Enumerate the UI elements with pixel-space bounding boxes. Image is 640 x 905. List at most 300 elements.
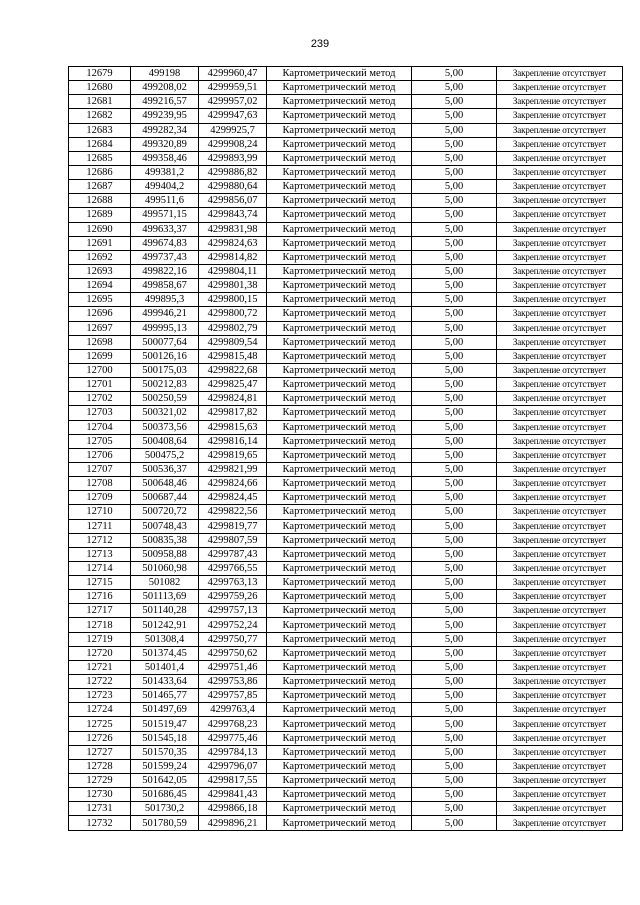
- y-coordinate-cell: 4299896,21: [199, 816, 267, 830]
- y-coordinate-cell: 4299815,48: [199, 349, 267, 363]
- table-row: [69, 618, 623, 632]
- method-cell: Картометрический метод: [267, 646, 412, 660]
- y-coordinate-cell: 4299843,74: [199, 208, 267, 222]
- table-row: [69, 236, 623, 250]
- x-coordinate-cell: 500748,43: [131, 519, 199, 533]
- fixation-cell: Закрепление отсутствует: [497, 604, 623, 618]
- fixation-cell: Закрепление отсутствует: [497, 95, 623, 109]
- point-number-cell: 12705: [69, 434, 131, 448]
- point-number-cell: 12719: [69, 632, 131, 646]
- accuracy-cell: 5,00: [412, 618, 497, 632]
- point-number-cell: 12680: [69, 81, 131, 95]
- accuracy-cell: 5,00: [412, 547, 497, 561]
- fixation-cell: Закрепление отсутствует: [497, 689, 623, 703]
- point-number-cell: 12731: [69, 802, 131, 816]
- table-row: [69, 604, 623, 618]
- fixation-cell: Закрепление отсутствует: [497, 264, 623, 278]
- table-row: [69, 646, 623, 660]
- accuracy-cell: 5,00: [412, 392, 497, 406]
- y-coordinate-cell: 4299824,81: [199, 392, 267, 406]
- point-number-cell: 12681: [69, 95, 131, 109]
- accuracy-cell: 5,00: [412, 660, 497, 674]
- y-coordinate-cell: 4299822,56: [199, 505, 267, 519]
- point-number-cell: 12697: [69, 321, 131, 335]
- table-row: [69, 547, 623, 561]
- table-row: [69, 363, 623, 377]
- accuracy-cell: 5,00: [412, 123, 497, 137]
- table-row: [69, 561, 623, 575]
- fixation-cell: Закрепление отсутствует: [497, 194, 623, 208]
- fixation-cell: Закрепление отсутствует: [497, 618, 623, 632]
- fixation-cell: Закрепление отсутствует: [497, 816, 623, 830]
- x-coordinate-cell: 499198: [131, 67, 199, 81]
- coordinates-table: [68, 66, 623, 831]
- x-coordinate-cell: 501519,47: [131, 717, 199, 731]
- x-coordinate-cell: 500648,46: [131, 477, 199, 491]
- point-number-cell: 12703: [69, 406, 131, 420]
- x-coordinate-cell: 501686,45: [131, 788, 199, 802]
- y-coordinate-cell: 4299752,24: [199, 618, 267, 632]
- accuracy-cell: 5,00: [412, 788, 497, 802]
- y-coordinate-cell: 4299821,99: [199, 462, 267, 476]
- method-cell: Картометрический метод: [267, 250, 412, 264]
- method-cell: Картометрический метод: [267, 222, 412, 236]
- fixation-cell: Закрепление отсутствует: [497, 180, 623, 194]
- fixation-cell: Закрепление отсутствует: [497, 335, 623, 349]
- point-number-cell: 12690: [69, 222, 131, 236]
- x-coordinate-cell: 501113,69: [131, 590, 199, 604]
- point-number-cell: 12698: [69, 335, 131, 349]
- y-coordinate-cell: 4299800,72: [199, 307, 267, 321]
- table-row: [69, 81, 623, 95]
- fixation-cell: Закрепление отсутствует: [497, 109, 623, 123]
- accuracy-cell: 5,00: [412, 561, 497, 575]
- y-coordinate-cell: 4299809,54: [199, 335, 267, 349]
- y-coordinate-cell: 4299807,59: [199, 533, 267, 547]
- point-number-cell: 12716: [69, 590, 131, 604]
- accuracy-cell: 5,00: [412, 491, 497, 505]
- x-coordinate-cell: 500077,64: [131, 335, 199, 349]
- point-number-cell: 12682: [69, 109, 131, 123]
- method-cell: Картометрический метод: [267, 180, 412, 194]
- point-number-cell: 12699: [69, 349, 131, 363]
- x-coordinate-cell: 499571,15: [131, 208, 199, 222]
- point-number-cell: 12723: [69, 689, 131, 703]
- y-coordinate-cell: 4299925,7: [199, 123, 267, 137]
- y-coordinate-cell: 4299804,11: [199, 264, 267, 278]
- fixation-cell: Закрепление отсутствует: [497, 406, 623, 420]
- fixation-cell: Закрепление отсутствует: [497, 165, 623, 179]
- fixation-cell: Закрепление отсутствует: [497, 745, 623, 759]
- x-coordinate-cell: 500475,2: [131, 448, 199, 462]
- point-number-cell: 12686: [69, 165, 131, 179]
- point-number-cell: 12696: [69, 307, 131, 321]
- fixation-cell: Закрепление отсутствует: [497, 759, 623, 773]
- method-cell: Картометрический метод: [267, 703, 412, 717]
- table-row: [69, 293, 623, 307]
- table-row: [69, 576, 623, 590]
- table-row: [69, 335, 623, 349]
- fixation-cell: Закрепление отсутствует: [497, 392, 623, 406]
- method-cell: Картометрический метод: [267, 67, 412, 81]
- accuracy-cell: 5,00: [412, 165, 497, 179]
- table-row: [69, 731, 623, 745]
- y-coordinate-cell: 4299866,18: [199, 802, 267, 816]
- fixation-cell: Закрепление отсутствует: [497, 123, 623, 137]
- y-coordinate-cell: 4299800,15: [199, 293, 267, 307]
- x-coordinate-cell: 501599,24: [131, 759, 199, 773]
- table-row: [69, 321, 623, 335]
- fixation-cell: Закрепление отсутствует: [497, 151, 623, 165]
- point-number-cell: 12710: [69, 505, 131, 519]
- table-row: [69, 703, 623, 717]
- fixation-cell: Закрепление отсутствует: [497, 434, 623, 448]
- fixation-cell: Закрепление отсутствует: [497, 293, 623, 307]
- fixation-cell: Закрепление отсутствует: [497, 547, 623, 561]
- method-cell: Картометрический метод: [267, 788, 412, 802]
- accuracy-cell: 5,00: [412, 434, 497, 448]
- x-coordinate-cell: 499208,02: [131, 81, 199, 95]
- point-number-cell: 12713: [69, 547, 131, 561]
- method-cell: Картометрический метод: [267, 547, 412, 561]
- accuracy-cell: 5,00: [412, 816, 497, 830]
- method-cell: Картометрический метод: [267, 576, 412, 590]
- y-coordinate-cell: 4299959,51: [199, 81, 267, 95]
- accuracy-cell: 5,00: [412, 250, 497, 264]
- point-number-cell: 12730: [69, 788, 131, 802]
- method-cell: Картометрический метод: [267, 519, 412, 533]
- y-coordinate-cell: 4299766,55: [199, 561, 267, 575]
- x-coordinate-cell: 499822,16: [131, 264, 199, 278]
- x-coordinate-cell: 499674,83: [131, 236, 199, 250]
- y-coordinate-cell: 4299841,43: [199, 788, 267, 802]
- point-number-cell: 12702: [69, 392, 131, 406]
- y-coordinate-cell: 4299763,4: [199, 703, 267, 717]
- fixation-cell: Закрепление отсутствует: [497, 222, 623, 236]
- accuracy-cell: 5,00: [412, 448, 497, 462]
- point-number-cell: 12701: [69, 378, 131, 392]
- point-number-cell: 12721: [69, 660, 131, 674]
- fixation-cell: Закрепление отсутствует: [497, 363, 623, 377]
- x-coordinate-cell: 500687,44: [131, 491, 199, 505]
- method-cell: Картометрический метод: [267, 194, 412, 208]
- point-number-cell: 12727: [69, 745, 131, 759]
- method-cell: Картометрический метод: [267, 491, 412, 505]
- accuracy-cell: 5,00: [412, 222, 497, 236]
- accuracy-cell: 5,00: [412, 717, 497, 731]
- y-coordinate-cell: 4299880,64: [199, 180, 267, 194]
- table-row: [69, 491, 623, 505]
- y-coordinate-cell: 4299802,79: [199, 321, 267, 335]
- x-coordinate-cell: 499737,43: [131, 250, 199, 264]
- fixation-cell: Закрепление отсутствует: [497, 703, 623, 717]
- fixation-cell: Закрепление отсутствует: [497, 505, 623, 519]
- x-coordinate-cell: 501308,4: [131, 632, 199, 646]
- point-number-cell: 12717: [69, 604, 131, 618]
- y-coordinate-cell: 4299824,45: [199, 491, 267, 505]
- y-coordinate-cell: 4299815,63: [199, 420, 267, 434]
- y-coordinate-cell: 4299753,86: [199, 675, 267, 689]
- table-row: [69, 519, 623, 533]
- point-number-cell: 12729: [69, 774, 131, 788]
- accuracy-cell: 5,00: [412, 363, 497, 377]
- method-cell: Картометрический метод: [267, 123, 412, 137]
- y-coordinate-cell: 4299817,82: [199, 406, 267, 420]
- point-number-cell: 12700: [69, 363, 131, 377]
- table-row: [69, 165, 623, 179]
- y-coordinate-cell: 4299822,68: [199, 363, 267, 377]
- accuracy-cell: 5,00: [412, 349, 497, 363]
- table-row: [69, 109, 623, 123]
- table-row: [69, 759, 623, 773]
- point-number-cell: 12694: [69, 279, 131, 293]
- table-row: [69, 717, 623, 731]
- method-cell: Картометрический метод: [267, 759, 412, 773]
- x-coordinate-cell: 501497,69: [131, 703, 199, 717]
- fixation-cell: Закрепление отсутствует: [497, 448, 623, 462]
- fixation-cell: Закрепление отсутствует: [497, 378, 623, 392]
- y-coordinate-cell: 4299856,07: [199, 194, 267, 208]
- method-cell: Картометрический метод: [267, 279, 412, 293]
- method-cell: Картометрический метод: [267, 477, 412, 491]
- fixation-cell: Закрепление отсутствует: [497, 731, 623, 745]
- accuracy-cell: 5,00: [412, 378, 497, 392]
- y-coordinate-cell: 4299763,13: [199, 576, 267, 590]
- fixation-cell: Закрепление отсутствует: [497, 788, 623, 802]
- x-coordinate-cell: 501140,28: [131, 604, 199, 618]
- y-coordinate-cell: 4299784,13: [199, 745, 267, 759]
- table-row: [69, 180, 623, 194]
- point-number-cell: 12706: [69, 448, 131, 462]
- method-cell: Картометрический метод: [267, 406, 412, 420]
- fixation-cell: Закрепление отсутствует: [497, 67, 623, 81]
- accuracy-cell: 5,00: [412, 137, 497, 151]
- accuracy-cell: 5,00: [412, 533, 497, 547]
- y-coordinate-cell: 4299750,77: [199, 632, 267, 646]
- x-coordinate-cell: 499358,46: [131, 151, 199, 165]
- x-coordinate-cell: 499381,2: [131, 165, 199, 179]
- x-coordinate-cell: 500720,72: [131, 505, 199, 519]
- accuracy-cell: 5,00: [412, 802, 497, 816]
- fixation-cell: Закрепление отсутствует: [497, 675, 623, 689]
- point-number-cell: 12704: [69, 420, 131, 434]
- x-coordinate-cell: 499282,34: [131, 123, 199, 137]
- x-coordinate-cell: 500212,83: [131, 378, 199, 392]
- x-coordinate-cell: 501465,77: [131, 689, 199, 703]
- method-cell: Картометрический метод: [267, 151, 412, 165]
- fixation-cell: Закрепление отсутствует: [497, 533, 623, 547]
- table-row: [69, 279, 623, 293]
- y-coordinate-cell: 4299825,47: [199, 378, 267, 392]
- method-cell: Картометрический метод: [267, 363, 412, 377]
- point-number-cell: 12709: [69, 491, 131, 505]
- method-cell: Картометрический метод: [267, 533, 412, 547]
- y-coordinate-cell: 4299757,13: [199, 604, 267, 618]
- point-number-cell: 12726: [69, 731, 131, 745]
- fixation-cell: Закрепление отсутствует: [497, 349, 623, 363]
- point-number-cell: 12685: [69, 151, 131, 165]
- x-coordinate-cell: 501374,45: [131, 646, 199, 660]
- accuracy-cell: 5,00: [412, 307, 497, 321]
- y-coordinate-cell: 4299947,63: [199, 109, 267, 123]
- method-cell: Картометрический метод: [267, 420, 412, 434]
- fixation-cell: Закрепление отсутствует: [497, 208, 623, 222]
- accuracy-cell: 5,00: [412, 335, 497, 349]
- fixation-cell: Закрепление отсутствует: [497, 717, 623, 731]
- point-number-cell: 12712: [69, 533, 131, 547]
- accuracy-cell: 5,00: [412, 194, 497, 208]
- table-row: [69, 222, 623, 236]
- table-row: [69, 67, 623, 81]
- point-number-cell: 12732: [69, 816, 131, 830]
- table-row: [69, 816, 623, 830]
- accuracy-cell: 5,00: [412, 745, 497, 759]
- accuracy-cell: 5,00: [412, 109, 497, 123]
- accuracy-cell: 5,00: [412, 703, 497, 717]
- table-row: [69, 745, 623, 759]
- fixation-cell: Закрепление отсутствует: [497, 491, 623, 505]
- x-coordinate-cell: 499858,67: [131, 279, 199, 293]
- method-cell: Картометрический метод: [267, 236, 412, 250]
- table-row: [69, 123, 623, 137]
- method-cell: Картометрический метод: [267, 675, 412, 689]
- table-row: [69, 675, 623, 689]
- x-coordinate-cell: 501060,98: [131, 561, 199, 575]
- fixation-cell: Закрепление отсутствует: [497, 137, 623, 151]
- x-coordinate-cell: 499216,57: [131, 95, 199, 109]
- fixation-cell: Закрепление отсутствует: [497, 236, 623, 250]
- method-cell: Картометрический метод: [267, 165, 412, 179]
- point-number-cell: 12728: [69, 759, 131, 773]
- x-coordinate-cell: 500835,38: [131, 533, 199, 547]
- x-coordinate-cell: 500175,03: [131, 363, 199, 377]
- x-coordinate-cell: 501242,91: [131, 618, 199, 632]
- accuracy-cell: 5,00: [412, 236, 497, 250]
- point-number-cell: 12722: [69, 675, 131, 689]
- point-number-cell: 12724: [69, 703, 131, 717]
- y-coordinate-cell: 4299908,24: [199, 137, 267, 151]
- x-coordinate-cell: 501780,59: [131, 816, 199, 830]
- accuracy-cell: 5,00: [412, 590, 497, 604]
- y-coordinate-cell: 4299750,62: [199, 646, 267, 660]
- x-coordinate-cell: 501433,64: [131, 675, 199, 689]
- y-coordinate-cell: 4299768,23: [199, 717, 267, 731]
- accuracy-cell: 5,00: [412, 151, 497, 165]
- y-coordinate-cell: 4299814,82: [199, 250, 267, 264]
- table-row: [69, 590, 623, 604]
- accuracy-cell: 5,00: [412, 477, 497, 491]
- accuracy-cell: 5,00: [412, 731, 497, 745]
- x-coordinate-cell: 501642,05: [131, 774, 199, 788]
- method-cell: Картометрический метод: [267, 774, 412, 788]
- table-row: [69, 660, 623, 674]
- method-cell: Картометрический метод: [267, 95, 412, 109]
- method-cell: Картометрический метод: [267, 505, 412, 519]
- y-coordinate-cell: 4299824,63: [199, 236, 267, 250]
- x-coordinate-cell: 499320,89: [131, 137, 199, 151]
- y-coordinate-cell: 4299819,65: [199, 448, 267, 462]
- accuracy-cell: 5,00: [412, 519, 497, 533]
- fixation-cell: Закрепление отсутствует: [497, 81, 623, 95]
- method-cell: Картометрический метод: [267, 137, 412, 151]
- x-coordinate-cell: 500373,56: [131, 420, 199, 434]
- accuracy-cell: 5,00: [412, 689, 497, 703]
- method-cell: Картометрический метод: [267, 604, 412, 618]
- x-coordinate-cell: 499511,6: [131, 194, 199, 208]
- fixation-cell: Закрепление отсутствует: [497, 279, 623, 293]
- method-cell: Картометрический метод: [267, 335, 412, 349]
- fixation-cell: Закрепление отсутствует: [497, 477, 623, 491]
- accuracy-cell: 5,00: [412, 632, 497, 646]
- y-coordinate-cell: 4299957,02: [199, 95, 267, 109]
- accuracy-cell: 5,00: [412, 462, 497, 476]
- fixation-cell: Закрепление отсутствует: [497, 576, 623, 590]
- x-coordinate-cell: 500408,64: [131, 434, 199, 448]
- table-row: [69, 250, 623, 264]
- method-cell: Картометрический метод: [267, 745, 412, 759]
- table-row: [69, 632, 623, 646]
- y-coordinate-cell: 4299960,47: [199, 67, 267, 81]
- method-cell: Картометрический метод: [267, 590, 412, 604]
- point-number-cell: 12684: [69, 137, 131, 151]
- fixation-cell: Закрепление отсутствует: [497, 462, 623, 476]
- accuracy-cell: 5,00: [412, 321, 497, 335]
- y-coordinate-cell: 4299817,55: [199, 774, 267, 788]
- x-coordinate-cell: 501570,35: [131, 745, 199, 759]
- y-coordinate-cell: 4299801,38: [199, 279, 267, 293]
- y-coordinate-cell: 4299816,14: [199, 434, 267, 448]
- x-coordinate-cell: 501545,18: [131, 731, 199, 745]
- y-coordinate-cell: 4299751,46: [199, 660, 267, 674]
- method-cell: Картометрический метод: [267, 392, 412, 406]
- point-number-cell: 12718: [69, 618, 131, 632]
- x-coordinate-cell: 499404,2: [131, 180, 199, 194]
- x-coordinate-cell: 501730,2: [131, 802, 199, 816]
- x-coordinate-cell: 500321,02: [131, 406, 199, 420]
- method-cell: Картометрический метод: [267, 816, 412, 830]
- accuracy-cell: 5,00: [412, 208, 497, 222]
- page-number: 239: [310, 38, 330, 50]
- table-row: [69, 448, 623, 462]
- table-row: [69, 378, 623, 392]
- accuracy-cell: 5,00: [412, 406, 497, 420]
- accuracy-cell: 5,00: [412, 604, 497, 618]
- accuracy-cell: 5,00: [412, 264, 497, 278]
- point-number-cell: 12688: [69, 194, 131, 208]
- method-cell: Картометрический метод: [267, 434, 412, 448]
- point-number-cell: 12687: [69, 180, 131, 194]
- x-coordinate-cell: 500536,37: [131, 462, 199, 476]
- accuracy-cell: 5,00: [412, 505, 497, 519]
- method-cell: Картометрический метод: [267, 689, 412, 703]
- table-row: [69, 505, 623, 519]
- method-cell: Картометрический метод: [267, 462, 412, 476]
- accuracy-cell: 5,00: [412, 675, 497, 689]
- y-coordinate-cell: 4299757,85: [199, 689, 267, 703]
- accuracy-cell: 5,00: [412, 279, 497, 293]
- fixation-cell: Закрепление отсутствует: [497, 321, 623, 335]
- x-coordinate-cell: 499995,13: [131, 321, 199, 335]
- y-coordinate-cell: 4299824,66: [199, 477, 267, 491]
- method-cell: Картометрический метод: [267, 293, 412, 307]
- y-coordinate-cell: 4299893,99: [199, 151, 267, 165]
- table-row: [69, 95, 623, 109]
- fixation-cell: Закрепление отсутствует: [497, 632, 623, 646]
- point-number-cell: 12679: [69, 67, 131, 81]
- coordinates-table-body: [69, 67, 623, 831]
- table-row: [69, 208, 623, 222]
- point-number-cell: 12711: [69, 519, 131, 533]
